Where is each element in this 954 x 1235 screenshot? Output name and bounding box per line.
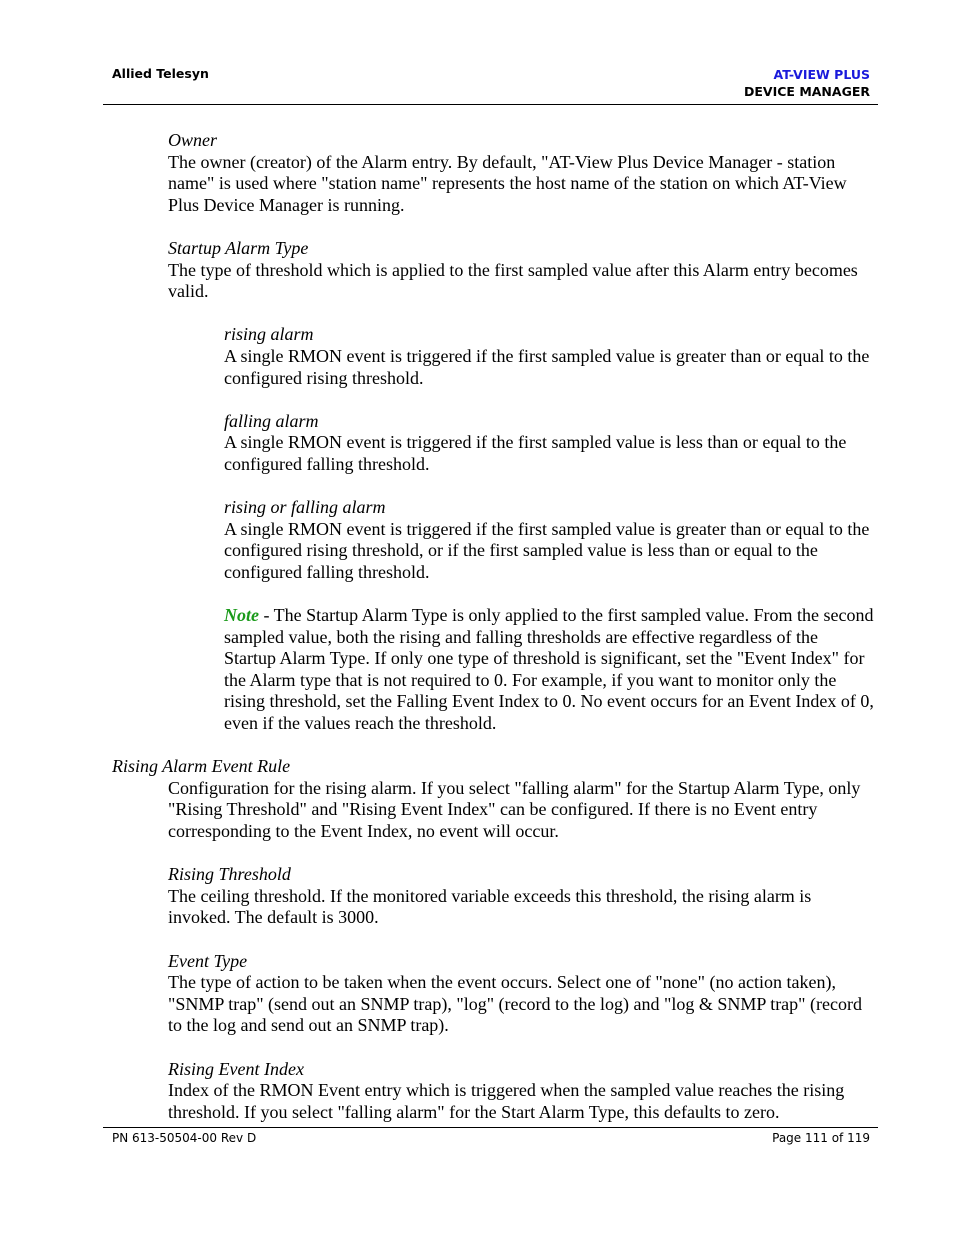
header-section: DEVICE MANAGER	[744, 84, 870, 99]
rising-event-index-title: Rising Event Index	[168, 1058, 304, 1079]
event-type-title: Event Type	[168, 950, 248, 971]
rising-alarm-text: A single RMON event is triggered if the first sampled value is greater than or equal to the configured rising threshold.	[224, 345, 870, 388]
owner-text: The owner (creator) of the Alarm entry. By default, "AT-View Plus Device Manager - station name" is used where "station name" represents the host name of the station on which AT-View Plus Device Manager is running.	[168, 151, 847, 215]
falling-alarm-section	[224, 411, 874, 476]
rising-alarm-event-rule-text: Configuration for the rising alarm. If you select "falling alarm" for the Startup Alarm Type, only "Rising Threshold" and "Rising Event Index" can be configured. If there is no Event entry corresponding to the Event Index, no event will occur.	[168, 777, 861, 841]
startup-alarm-type-text: The type of threshold which is applied to the first sampled value after this Alarm entry becomes valid.	[168, 259, 858, 302]
event-type-section	[168, 951, 874, 1037]
rising-alarm-title: rising alarm	[224, 324, 314, 345]
footer-part-number: PN 613-50504-00 Rev D	[112, 1131, 257, 1145]
rising-alarm-section	[224, 324, 874, 389]
rising-event-index-section	[168, 1059, 874, 1124]
owner-section	[168, 130, 874, 216]
falling-alarm-text: A single RMON event is triggered if the first sampled value is less than or equal to the configured falling threshold.	[224, 432, 847, 474]
event-type-text: The type of action to be taken when the event occurs. Select one of "none" (no action taken), "SNMP trap" (send out an SNMP trap), "log" (record to the log) and "log & SNMP trap" (record to the log and send out an SNMP trap).	[168, 972, 862, 1036]
header-rule	[103, 104, 878, 105]
footer-rule	[103, 1127, 878, 1128]
rising-alarm-event-rule-section	[112, 756, 874, 778]
startup-alarm-type-section	[168, 238, 874, 303]
falling-alarm-title: falling alarm	[224, 410, 319, 431]
rising-threshold-title: Rising Threshold	[168, 864, 291, 885]
footer-page-number: Page 111 of 119	[772, 1131, 870, 1145]
rising-threshold-section	[168, 864, 874, 929]
startup-alarm-type-title: Startup Alarm Type	[168, 237, 309, 258]
note-paragraph	[224, 605, 874, 735]
header-company: Allied Telesyn	[112, 66, 209, 81]
rising-alarm-event-rule-body	[168, 778, 874, 843]
header-product: AT-VIEW PLUS	[773, 67, 870, 82]
rising-event-index-text: Index of the RMON Event entry which is triggered when the sampled value reaches the rising threshold. If you select "falling alarm" for the Start Alarm Type, this defaults to zero.	[168, 1080, 845, 1122]
rising-or-falling-alarm-text: A single RMON event is triggered if the first sampled value is greater than or equal to the configured rising threshold, or if the first sampled value is less than or equal to the configured falling threshold.	[224, 518, 870, 582]
rising-or-falling-alarm-title: rising or falling alarm	[224, 497, 386, 518]
rising-alarm-event-rule-title: Rising Alarm Event Rule	[112, 756, 291, 777]
rising-threshold-text: The ceiling threshold. If the monitored variable exceeds this threshold, the rising alarm is invoked. The default is 3000.	[168, 885, 812, 928]
page-body	[0, 130, 954, 1123]
header-product-block	[744, 66, 870, 100]
owner-title: Owner	[168, 130, 217, 150]
note-section	[224, 605, 874, 735]
rising-or-falling-alarm-section	[224, 497, 874, 583]
note-label: Note	[224, 605, 259, 626]
note-text: - The Startup Alarm Type is only applied to the first sampled value. From the second sampled value, both the rising and falling thresholds are effective regardless of the Startup Alarm Type. If only one type of threshold is significant, set the "Event Index" for the Alarm type that is not required to 0. For example, if you want to monitor only the rising threshold, set the Falling Event Index to 0. No event occurs for an Event Index of 0, even if the values reach the threshold.	[224, 605, 874, 734]
